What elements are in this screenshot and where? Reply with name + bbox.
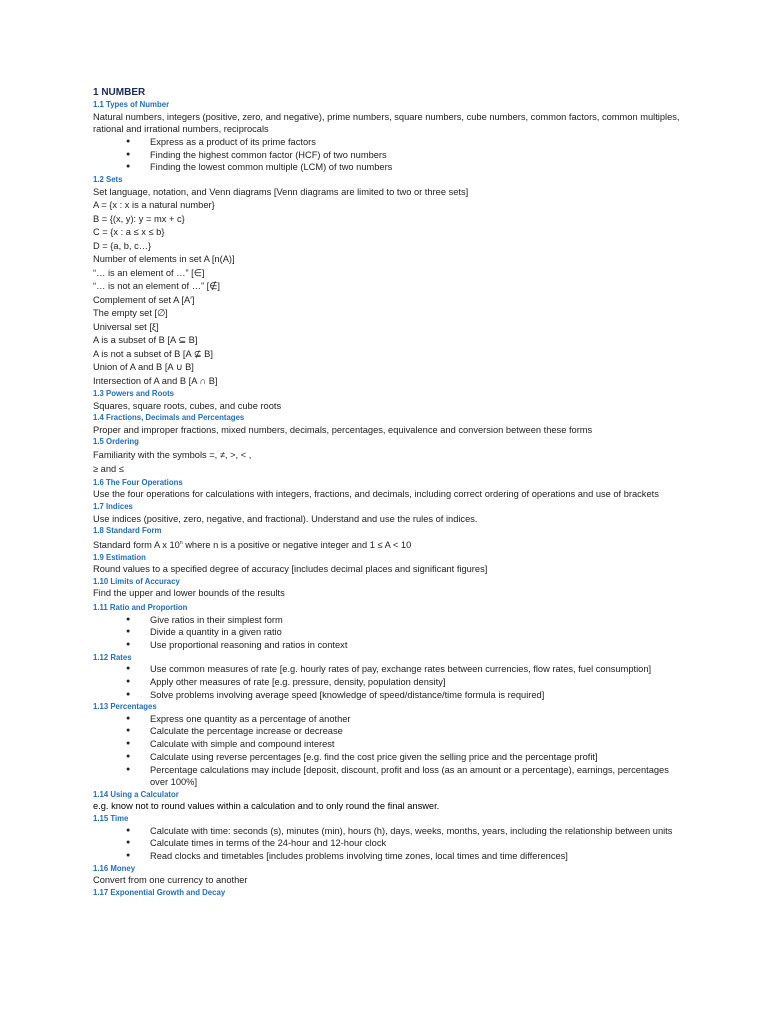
sets-line: D = {a, b, c…} <box>93 240 152 251</box>
list-item: ● Use common measures of rate [e.g. hourly rates of pay, exchange rates between currencies, flow rates, fuel consumption] <box>93 663 683 676</box>
section-text-1-16: Convert from one currency to another <box>93 875 248 886</box>
section-heading-1-10: 1.10 Limits of Accuracy <box>93 576 180 586</box>
section-text-1-7: Use indices (positive, zero, negative, and fractional). Understand and use the rules of indices. <box>93 513 478 524</box>
section-text-1-14: e.g. know not to round values within a calculation and to only round the final answer. <box>93 801 440 812</box>
section-text-1-10: Find the upper and lower bounds of the results <box>93 588 285 599</box>
section-text-1-5b: ≥ and ≤ <box>93 464 124 475</box>
bullet-list-1-11 <box>93 614 683 652</box>
sets-line: B = {(x, y): y = mx + c} <box>93 213 185 224</box>
section-heading-1-16: 1.16 Money <box>93 863 136 873</box>
section-heading-1-5: 1.5 Ordering <box>93 437 139 447</box>
section-heading-1-17: 1.17 Exponential Growth and Decay <box>93 887 226 897</box>
sets-line: The empty set [∅] <box>93 308 168 319</box>
bullet-list-1-1 <box>93 136 683 174</box>
section-heading-1-4: 1.4 Fractions, Decimals and Percentages <box>93 413 245 423</box>
section-heading-1-6: 1.6 The Four Operations <box>93 477 183 487</box>
section-heading-1-13: 1.13 Percentages <box>93 702 157 712</box>
section-text-1-8 <box>93 537 683 552</box>
list-item: ● Divide a quantity in a given ratio <box>93 626 683 639</box>
sets-line: Universal set [ξ] <box>93 321 159 332</box>
section-heading-1-11: 1.11 Ratio and Proportion <box>93 603 188 613</box>
sets-line: “… is not an element of …” [∉] <box>93 281 220 292</box>
list-item: ● Express one quantity as a percentage of another <box>93 713 683 726</box>
sets-line: A = {x : x is a natural number} <box>93 200 215 211</box>
list-item: ● Apply other measures of rate [e.g. pressure, density, population density] <box>93 676 683 689</box>
section-heading-1-12: 1.12 Rates <box>93 652 132 662</box>
sets-line: A is not a subset of B [A ⊈ B] <box>93 348 213 359</box>
bullet-list-1-15 <box>93 825 683 863</box>
section-heading-1-14: 1.14 Using a Calculator <box>93 789 179 799</box>
sets-lines <box>93 186 683 389</box>
list-item: ● Finding the lowest common multiple (LCM) of two numbers <box>93 161 683 174</box>
section-text-1-1: Natural numbers, integers (positive, zero, and negative), prime numbers, square numbers, cube numbers, common factors, common multiples, rational and irrational numbers, reciprocals <box>93 111 680 135</box>
sets-line: Intersection of A and B [A ∩ B] <box>93 375 218 386</box>
list-item: ● Calculate with time: seconds (s), minutes (min), hours (h), days, weeks, months, years, including the relationship between units <box>93 825 683 838</box>
section-heading-1-8: 1.8 Standard Form <box>93 526 162 536</box>
list-item: ● Calculate with simple and compound interest <box>93 738 683 751</box>
sets-line: Set language, notation, and Venn diagrams [Venn diagrams are limited to two or three sets] <box>93 186 469 197</box>
standard-form-text-a: Standard form A x 10 <box>93 539 180 550</box>
section-heading-1-15: 1.15 Time <box>93 814 129 824</box>
list-item: ● Calculate the percentage increase or decrease <box>93 725 683 738</box>
list-item: ● Use proportional reasoning and ratios in context <box>93 639 683 652</box>
document-body <box>93 86 683 898</box>
section-text-1-5a: Familiarity with the symbols =, ≠, >, < , <box>93 449 252 460</box>
section-text-1-4: Proper and improper fractions, mixed numbers, decimals, percentages, equivalence and conversion between these forms <box>93 424 593 435</box>
sets-line: C = {x : a ≤ x ≤ b} <box>93 227 165 238</box>
section-heading-1-1: 1.1 Types of Number <box>93 100 170 109</box>
section-text-1-3: Squares, square roots, cubes, and cube roots <box>93 400 282 411</box>
list-item: ● Express as a product of its prime factors <box>93 136 683 149</box>
section-text-1-9: Round values to a specified degree of accuracy [includes decimal places and significant figures] <box>93 564 488 575</box>
standard-form-text-b: where n is a positive or negative integer and 1 ≤ A < 10 <box>182 539 412 550</box>
section-heading-1-7: 1.7 Indices <box>93 502 133 512</box>
list-item: ● Calculate using reverse percentages [e.g. find the cost price given the selling price and the percentage profit] <box>93 751 683 764</box>
list-item: ● Calculate times in terms of the 24-hour and 12-hour clock <box>93 837 683 850</box>
sets-line: “… is an element of …” [∈] <box>93 267 205 278</box>
bullet-list-1-12 <box>93 663 683 701</box>
section-text-1-6: Use the four operations for calculations with integers, fractions, and decimals, including correct ordering of operations and use of brackets <box>93 489 659 500</box>
section-heading-1-2: 1.2 Sets <box>93 175 123 185</box>
list-item: ● Percentage calculations may include [deposit, discount, profit and loss (as an amount or a percentage), earnings, percentages over 100%] <box>93 764 683 789</box>
list-item: ● Solve problems involving average speed [knowledge of speed/distance/time formula is required] <box>93 689 683 702</box>
bullet-list-1-13 <box>93 713 683 789</box>
sets-line: A is a subset of B [A ⊆ B] <box>93 335 198 346</box>
sets-line: Complement of set A [A′] <box>93 294 195 305</box>
sets-line: Union of A and B [A ∪ B] <box>93 362 194 373</box>
section-heading-1-9: 1.9 Estimation <box>93 552 146 562</box>
list-item: ● Read clocks and timetables [includes problems involving time zones, local times and time differences] <box>93 850 683 863</box>
sets-line: Number of elements in set A [n(A)] <box>93 254 235 265</box>
list-item: ● Give ratios in their simplest form <box>93 614 683 627</box>
list-item: ● Finding the highest common factor (HCF) of two numbers <box>93 149 683 162</box>
standard-form-superscript: n <box>179 539 183 546</box>
page-title: 1 NUMBER <box>93 87 146 98</box>
section-heading-1-3: 1.3 Powers and Roots <box>93 389 175 399</box>
